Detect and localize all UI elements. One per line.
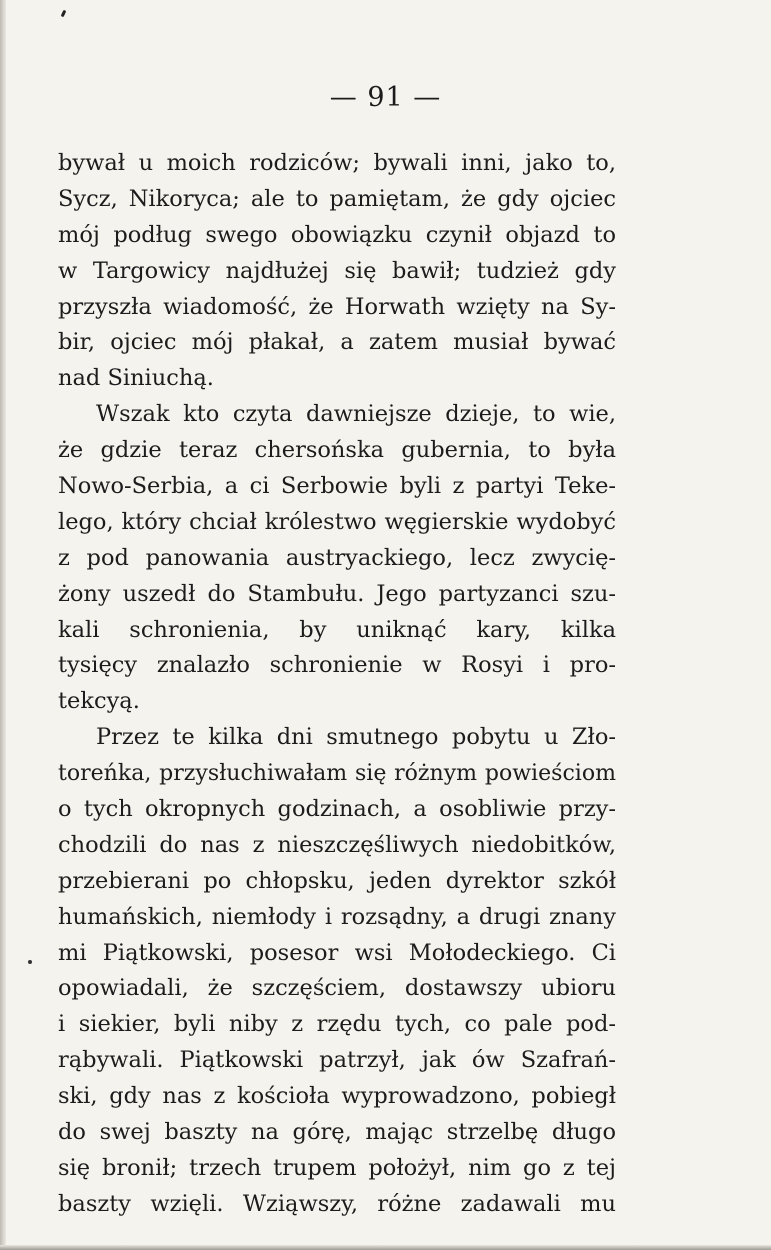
page-bottom-edge [0,1245,771,1250]
text-line: ski, gdy nas z kościoła wyprowadzono, pobiegł [58,1083,616,1110]
text-line: mi Piątkowski, posesor wsi Mołodeckiego. Ci [58,939,616,966]
ink-dot [28,960,32,964]
text-line: Nowo-Serbia, a ci Serbowie byli z partyi Teke- [58,473,616,500]
text-line: że gdzie teraz chersońska gubernia, to była [58,437,616,464]
ink-speck [61,10,67,18]
text-line: Przez te kilka dni smutnego pobytu u Zło- [96,724,616,751]
text-line: w Targowicy najdłużej się bawił; tudzież gdy [58,257,616,284]
text-line: baszty wzięli. Wziąwszy, różne zadawali mu [58,1190,616,1217]
text-line: chodzili do nas z nieszczęśliwych niedobitków, [58,831,616,858]
body-text [58,146,616,1223]
text-line: nad Siniuchą. [58,365,214,392]
text-line: się bronił; trzech trupem położył, nim go z tej [58,1154,616,1181]
text-line: przebierani po chłopsku, jeden dyrektor szkół [58,867,616,894]
text-line: lego, który chciał królestwo węgierskie wydobyć [58,508,616,535]
text-line: tysięcy znalazło schronienie w Rosyi i pro- [58,652,616,679]
page-left-edge [0,0,6,1250]
text-line: kali schronienia, by uniknąć kary, kilka [58,616,616,643]
text-line: z pod panowania austryackiego, lecz zwycię- [58,544,616,571]
text-line: toreńka, przysłuchiwałam się różnym powieściom [58,761,616,787]
text-line: mój podług swego obowiązku czynił objazd to [58,221,616,248]
page-number: — 91 — [329,82,442,113]
text-line: żony uszedł do Stambułu. Jego partyzanci szu- [58,580,616,607]
text-line: Sycz, Nikoryca; ale to pamiętam, że gdy ojciec [58,185,616,212]
text-line: bir, ojciec mój płakał, a zatem musiał bywać [58,329,616,356]
text-line: opowiadali, że szczęściem, dostawszy ubioru [58,975,616,1002]
text-line: przyszła wiadomość, że Horwath wzięty na Sy- [58,293,616,320]
text-line: rąbywali. Piątkowski patrzył, jak ów Szafrań- [58,1047,616,1074]
text-line: humańskich, niemłody i rozsądny, a drugi znany [58,903,616,930]
text-line: Wszak kto czyta dawniejsze dzieje, to wie, [96,401,616,428]
text-line: bywał u moich rodziców; bywali inni, jako to, [58,150,616,176]
text-line: do swej baszty na górę, mając strzelbę długo [58,1119,616,1146]
text-line: o tych okropnych godzinach, a osobliwie przy- [58,796,616,823]
text-line: i siekier, byli niby z rzędu tych, co pale pod- [58,1011,616,1038]
text-line: tekcyą. [58,688,140,715]
